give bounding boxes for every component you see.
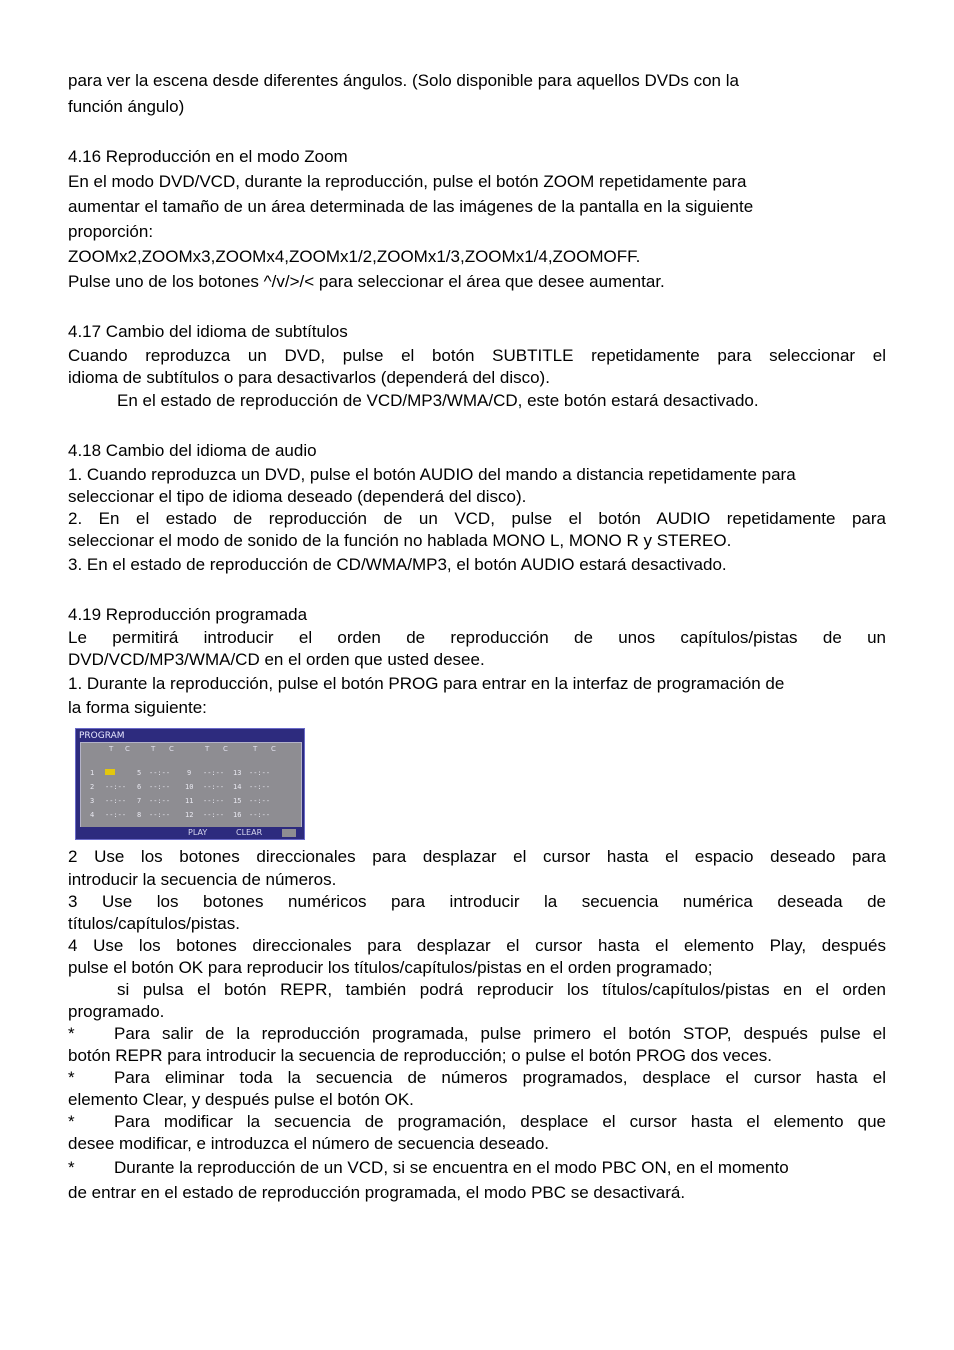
program-slot-value: --:-- (149, 769, 171, 777)
program-slot-value: --:-- (105, 811, 127, 819)
program-slot-number: 9 (187, 769, 192, 777)
program-slot-number: 3 (90, 797, 95, 805)
paragraph-line: introducir la secuencia de números. (68, 870, 337, 889)
column-header-t: T (205, 745, 210, 753)
program-slot-value: --:-- (249, 811, 271, 819)
paragraph-line: seleccionar el modo de sonido de la función no hablada MONO L, MONO R y STEREO. (68, 531, 732, 550)
program-slot-number: 13 (233, 769, 242, 777)
paragraph-line: 2 Use los botones direccionales para desplazar el cursor hasta el espacio deseado para (68, 847, 886, 866)
note-line: elemento Clear, y después pulse el botón OK. (68, 1090, 414, 1109)
bullet-star: * (68, 1068, 75, 1087)
paragraph-line: aumentar el tamaño de un área determinada de las imágenes de la pantalla en la siguiente (68, 197, 754, 216)
paragraph-line: 2. En el estado de reproducción de un VCD, pulse el botón AUDIO repetidamente para (68, 509, 886, 528)
program-slot-value: --:-- (203, 783, 225, 791)
column-header-t: T (151, 745, 156, 753)
section-heading: 4.18 Cambio del idioma de audio (68, 441, 317, 460)
program-slot-number: 16 (233, 811, 242, 819)
program-cursor (105, 769, 115, 775)
paragraph-line: Cuando reproduzca un DVD, pulse el botón SUBTITLE repetidamente para seleccionar el (68, 346, 886, 365)
column-header-c: C (271, 745, 276, 753)
program-slot-number: 7 (137, 797, 142, 805)
column-header-c: C (223, 745, 228, 753)
program-slot-value: --:-- (203, 769, 225, 777)
program-slot-number: 10 (185, 783, 194, 791)
column-header-c: C (125, 745, 130, 753)
paragraph-line: la forma siguiente: (68, 698, 207, 717)
paragraph-line: Pulse uno de los botones ^/v/>/< para seleccionar el área que desee aumentar. (68, 272, 665, 291)
note-line: Para salir de la reproducción programada, pulse primero el botón STOP, después pulse el (114, 1024, 886, 1043)
program-slot-number: 14 (233, 783, 242, 791)
paragraph-line: pulse el botón OK para reproducir los títulos/capítulos/pistas en el orden programado; (68, 958, 713, 977)
column-header-t: T (109, 745, 114, 753)
program-slot-number: 6 (137, 783, 142, 791)
paragraph-line: si pulsa el botón REPR, también podrá reproducir los títulos/capítulos/pistas en el orden (117, 980, 886, 999)
paragraph-line: 1. Durante la reproducción, pulse el botón PROG para entrar en la interfaz de programación de (68, 674, 785, 693)
program-slot-value: --:-- (249, 783, 271, 791)
program-slot-value: --:-- (203, 811, 225, 819)
paragraph-line: idioma de subtítulos o para desactivarlos (dependerá del disco). (68, 368, 550, 387)
paragraph-line: 3. En el estado de reproducción de CD/WMA/MP3, el botón AUDIO estará desactivado. (68, 555, 727, 574)
paragraph-line: ZOOMx2,ZOOMx3,ZOOMx4,ZOOMx1/2,ZOOMx1/3,ZOOMx1/4,ZOOMOFF. (68, 247, 641, 266)
clear-button: CLEAR (236, 828, 263, 837)
paragraph-line: seleccionar el tipo de idioma deseado (dependerá del disco). (68, 487, 527, 506)
paragraph-line: Le permitirá introducir el orden de reproducción de unos capítulos/pistas de un (68, 628, 886, 647)
note-line: Durante la reproducción de un VCD, si se encuentra en el modo PBC ON, en el momento (114, 1158, 789, 1177)
program-slot-number: 4 (90, 811, 95, 819)
program-screen-image (75, 728, 305, 840)
program-slot-number: 1 (90, 769, 95, 777)
paragraph-line: 1. Cuando reproduzca un DVD, pulse el botón AUDIO del mando a distancia repetidamente para (68, 465, 796, 484)
program-slot-value: --:-- (249, 769, 271, 777)
program-screen-title: PROGRAM (79, 731, 125, 741)
program-slot-value: --:-- (105, 797, 127, 805)
program-grid (80, 742, 302, 828)
paragraph-line: En el modo DVD/VCD, durante la reproducción, pulse el botón ZOOM repetidamente para (68, 172, 747, 191)
program-slot-number: 8 (137, 811, 142, 819)
paragraph-line: En el estado de reproducción de VCD/MP3/WMA/CD, este botón estará desactivado. (117, 391, 759, 410)
play-button: PLAY (188, 828, 208, 837)
paragraph-line: DVD/VCD/MP3/WMA/CD en el orden que usted desee. (68, 650, 485, 669)
program-slot-number: 15 (233, 797, 242, 805)
note-line: Para eliminar toda la secuencia de números programados, desplace el cursor hasta el (114, 1068, 886, 1087)
bullet-star: * (68, 1112, 75, 1131)
paragraph-line: proporción: (68, 222, 154, 241)
paragraph-line: 3 Use los botones numéricos para introducir la secuencia numérica deseada de (68, 892, 886, 911)
paragraph-line: 4 Use los botones direccionales para desplazar el cursor hasta el elemento Play, después (68, 936, 886, 955)
section-heading: 4.19 Reproducción programada (68, 605, 308, 624)
section-heading: 4.17 Cambio del idioma de subtítulos (68, 322, 348, 341)
note-line: de entrar en el estado de reproducción programada, el modo PBC se desactivará. (68, 1183, 686, 1202)
program-slot-value: --:-- (149, 797, 171, 805)
bullet-star: * (68, 1158, 75, 1177)
column-header-t: T (253, 745, 258, 753)
program-slot-number: 2 (90, 783, 95, 791)
intro-line: función ángulo) (68, 97, 185, 116)
program-slot-number: 12 (185, 811, 194, 819)
column-header-c: C (169, 745, 174, 753)
section-heading: 4.16 Reproducción en el modo Zoom (68, 147, 348, 166)
program-slot-value: --:-- (249, 797, 271, 805)
paragraph-line: títulos/capítulos/pistas. (68, 914, 240, 933)
bullet-star: * (68, 1024, 75, 1043)
program-footer (76, 827, 304, 839)
program-slot-number: 11 (185, 797, 194, 805)
paragraph-line: programado. (68, 1002, 165, 1021)
program-slot-value: --:-- (105, 783, 127, 791)
note-line: botón REPR para introducir la secuencia de reproducción; o pulse el botón PROG dos veces. (68, 1046, 773, 1065)
intro-line: para ver la escena desde diferentes ángulos. (Solo disponible para aquellos DVDs con la (68, 71, 739, 90)
program-slot-number: 5 (137, 769, 142, 777)
program-slot-value: --:-- (149, 783, 171, 791)
program-slot-value: --:-- (149, 811, 171, 819)
note-line: desee modificar, e introduzca el número de secuencia deseado. (68, 1134, 550, 1153)
footer-indicator (282, 829, 296, 837)
note-line: Para modificar la secuencia de programación, desplace el cursor hasta el elemento que (114, 1112, 886, 1131)
program-slot-value: --:-- (203, 797, 225, 805)
